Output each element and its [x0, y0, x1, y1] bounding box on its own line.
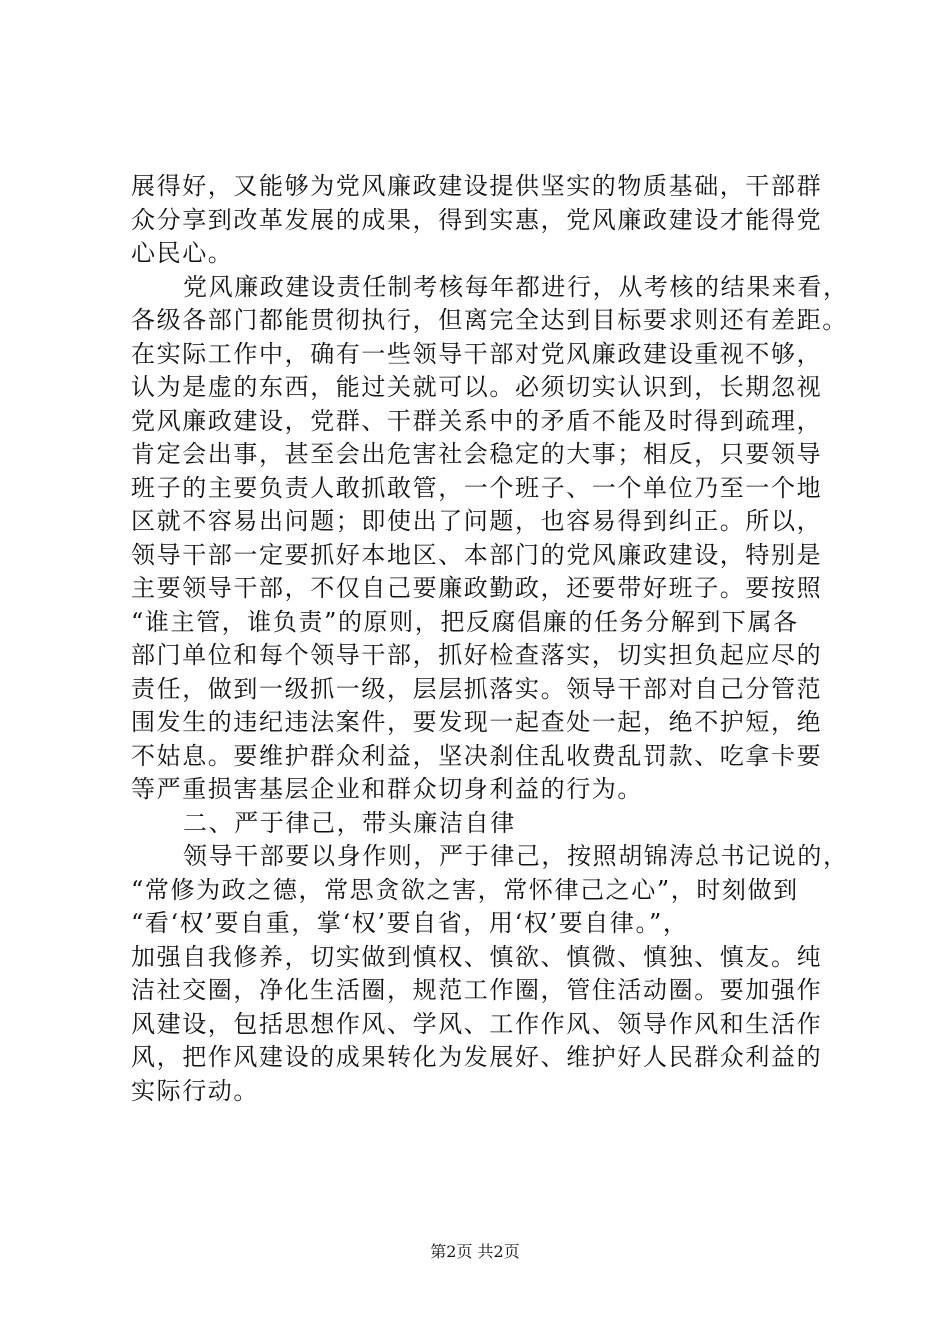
- text-line: 认为是虚的东西，能过关就可以。必须切实认识到，长期忽视: [131, 373, 823, 401]
- document-body: [131, 170, 849, 1108]
- text-line: “谁主管，谁负责”的原则，把反腐倡廉的任务分解到下属各: [131, 607, 799, 636]
- page-number-footer: 第2页 共2页: [430, 1242, 520, 1261]
- text-line: 责任，做到一级抓一级，层层抓落实。领导干部对自己分管范: [131, 674, 823, 703]
- text-line: 洁社交圈，净化生活圈，规范工作圈，管住活动圈。要加强作: [131, 976, 823, 1004]
- text-line: 不姑息。要维护群众利益，坚决刹住乱收费乱罚款、吃拿卡要: [131, 741, 823, 770]
- text-line: 风建设，包括思想作风、学风、工作作风、领导作风和生活作: [131, 1009, 823, 1038]
- text-line: 围发生的违纪违法案件，要发现一起查处一起，绝不护短，绝: [131, 708, 823, 736]
- section-heading: 二、严于律己，带头廉洁自律: [183, 808, 516, 837]
- text-line: 风，把作风建设的成果转化为发展好、维护好人民群众利益的: [131, 1043, 823, 1071]
- text-line: 实际行动。: [131, 1076, 259, 1105]
- text-line: 班子的主要负责人敢抓敢管，一个班子、一个单位乃至一个地: [131, 473, 823, 502]
- text-line: 领导干部一定要抓好本地区、本部门的党风廉政建设，特别是: [131, 540, 823, 569]
- paragraph-start-line: 领导干部要以身作则，严于律己，按照胡锦涛总书记说的，: [183, 842, 849, 870]
- text-line: 肯定会出事，甚至会出危害社会稳定的大事；相反，只要领导: [131, 440, 823, 468]
- text-line: 众分享到改革发展的成果，得到实惠，党风廉政建设才能得党: [131, 205, 823, 234]
- text-line: “常修为政之德，常思贪欲之害，常怀律己之心”，时刻做到: [131, 875, 799, 904]
- text-line: 展得好，又能够为党风廉政建设提供坚实的物质基础，干部群: [131, 172, 823, 200]
- text-line: 心民心。: [131, 239, 234, 267]
- text-line: 区就不容易出问题；即使出了问题，也容易得到纠正。所以，: [131, 507, 823, 535]
- text-line: 主要领导干部，不仅自己要廉政勤政，还要带好班子。要按照: [131, 574, 823, 602]
- text-line: 各级各部门都能贯彻执行，但离完全达到目标要求则还有差距。: [131, 306, 848, 334]
- text-line: 在实际工作中，确有一些领导干部对党风廉政建设重视不够，: [131, 339, 823, 368]
- text-line: 加强自我修养，切实做到慎权、慎欲、慎微、慎独、慎友。纯: [131, 942, 823, 971]
- paragraph-start-line: 党风廉政建设责任制考核每年都进行，从考核的结果来看，: [183, 272, 849, 301]
- text-line: 党风廉政建设，党群、干群关系中的矛盾不能及时得到疏理，: [131, 406, 823, 435]
- text-line: 部门单位和每个领导干部，抓好检查落实，切实担负起应尽的: [131, 641, 823, 669]
- text-line: 等严重损害基层企业和群众切身利益的行为。: [131, 775, 643, 803]
- text-line: “看‘权’要自重，掌‘权’要自省，用‘权’要自律。”，: [131, 909, 689, 937]
